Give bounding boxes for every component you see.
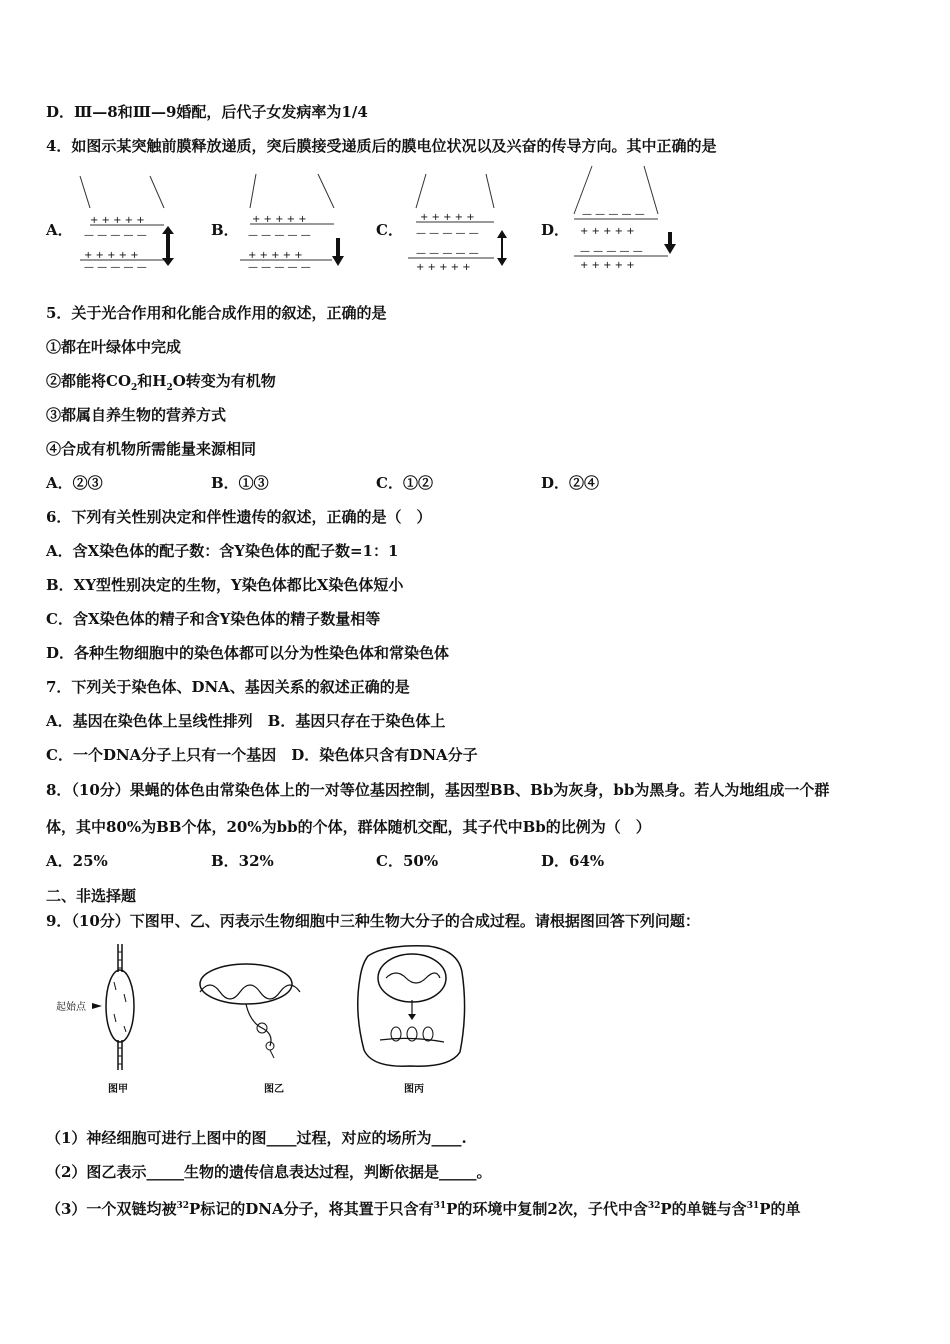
q3-option-d: D．Ⅲ—8和Ⅲ—9婚配，后代子女发病率为1/4: [46, 103, 368, 121]
q4-option-a-label: A．: [46, 221, 73, 239]
q9-stem: 9．（10分）下图甲、乙、丙表示生物细胞中三种生物大分子的合成过程。请根据图回答下列问题：: [46, 912, 700, 930]
bottom2-charges: — — — — —: [248, 262, 311, 272]
top-charges: — — — — —: [582, 209, 645, 220]
q4-option-b-diagram: [236, 172, 356, 272]
figure-bing-caption: 图丙: [404, 1084, 424, 1095]
down-arrow-icon: [332, 238, 344, 266]
q8-option-d: D．64%: [541, 852, 605, 870]
figure-yi-caption: 图乙: [264, 1084, 284, 1095]
bottom2-charges: + + + + +: [580, 260, 635, 271]
q4-option-d-label: D．: [541, 221, 570, 239]
q9-part-3: （3）一个双链均被$^{32}$P标记的DNA分子，将其置于只含有$^{31}$P的环境中复制2次，子代中含$^{32}$P的单链与含$^{31}$P的单: [46, 1200, 801, 1218]
top-charges: + + + + +: [90, 215, 145, 226]
double-arrow-icon: [497, 230, 507, 266]
arrow-right-icon: [92, 1003, 102, 1009]
figure-yi-coupled-expression: [200, 964, 300, 1095]
q9-figures: [50, 942, 470, 1100]
q4-option-b-label: B．: [211, 221, 239, 239]
bottom2-charges: + + + + +: [416, 262, 471, 272]
q7-options-cd: C．一个DNA分子上只有一个基因 D．染色体只含有DNA分子: [46, 746, 478, 764]
q8-option-a: A．25%: [46, 852, 108, 870]
mid-charges: — — — — —: [248, 230, 311, 241]
q8-stem-line2: 体，其中80%为BB个体，20%为bb的个体，群体随机交配，其子代中Bb的比例为（ ）: [46, 818, 651, 836]
mid-charges: + + + + +: [580, 226, 635, 237]
q5-statement-1: ①都在叶绿体中完成: [46, 338, 182, 356]
origin-label: 起始点: [56, 1002, 86, 1013]
q5-statement-4: ④合成有机物所需能量来源相同: [46, 440, 257, 458]
q6-option-b: B．XY型性别决定的生物，Y染色体都比X染色体短小: [46, 576, 404, 594]
mid-charges: — — — — —: [84, 230, 147, 241]
cleft-left-edge: [80, 176, 90, 208]
q6-option-d: D．各种生物细胞中的染色体都可以分为性染色体和常染色体: [46, 644, 450, 662]
bottom-charges: + + + + +: [84, 250, 139, 261]
top-charges: + + + + +: [420, 212, 475, 223]
q9-part-1: （1）神经细胞可进行上图中的图____过程，对应的场所为____.: [46, 1129, 467, 1147]
q5-option-d: D．②④: [541, 474, 600, 492]
down-arrow-icon: [664, 232, 676, 254]
q4-option-a-diagram: [72, 172, 192, 272]
arrow-down-icon: [408, 1014, 416, 1020]
q8-stem-line1: 8．（10分）果蝇的体色由常染色体上的一对等位基因控制，基因型BB、Bb为灰身，bb为黑身。若人为地组成一个群: [46, 781, 830, 799]
q5-option-c: C．①②: [376, 474, 433, 492]
q4-option-d-diagram: [568, 164, 688, 274]
q4-option-c-diagram: [404, 172, 524, 272]
q6-option-c: C．含X染色体的精子和含Y染色体的精子数量相等: [46, 610, 381, 628]
bottom-charges: — — — — —: [416, 248, 479, 259]
cleft-right-edge: [150, 176, 164, 208]
double-arrow-icon: [162, 226, 174, 266]
figure-bing-cell: [358, 946, 465, 1095]
mid-charges: — — — — —: [416, 228, 479, 239]
q8-option-b: B．32%: [211, 852, 274, 870]
q5-option-a: A．②③: [46, 474, 103, 492]
q6-stem: 6．下列有关性别决定和伴性遗传的叙述，正确的是（ ）: [46, 508, 432, 526]
q5-stem: 5．关于光合作用和化能合成作用的叙述，正确的是: [46, 304, 387, 322]
bottom-charges: + + + + +: [248, 250, 303, 261]
q9-part-2: （2）图乙表示_____生物的遗传信息表达过程，判断依据是_____。: [46, 1163, 492, 1181]
q8-option-c: C．50%: [376, 852, 439, 870]
figure-jia-caption: 图甲: [108, 1084, 128, 1095]
q7-stem: 7．下列关于染色体、DNA、基因关系的叙述正确的是: [46, 678, 410, 696]
figure-jia-replication-bubble: [56, 944, 134, 1095]
q4-option-c-label: C．: [376, 221, 403, 239]
q5-statement-2: ②都能将$CO_2$和$H_2O$转变为有机物: [46, 372, 276, 393]
section-heading: 二、非选择题: [46, 887, 137, 905]
q4-stem: 4．如图示某突触前膜释放递质，突后膜接受递质后的膜电位状况以及兴奋的传导方向。其中正确的是: [46, 137, 717, 155]
q6-option-a: A．含X染色体的配子数：含Y染色体的配子数=1：1: [46, 542, 399, 560]
top-charges: + + + + +: [252, 214, 307, 225]
q7-options-ab: A．基因在染色体上呈线性排列 B．基因只存在于染色体上: [46, 712, 446, 730]
bottom2-charges: — — — — —: [84, 262, 147, 272]
q5-statement-3: ③都属自养生物的营养方式: [46, 406, 227, 424]
bottom-charges: — — — — —: [580, 246, 643, 257]
q5-option-b: B．①③: [211, 474, 269, 492]
